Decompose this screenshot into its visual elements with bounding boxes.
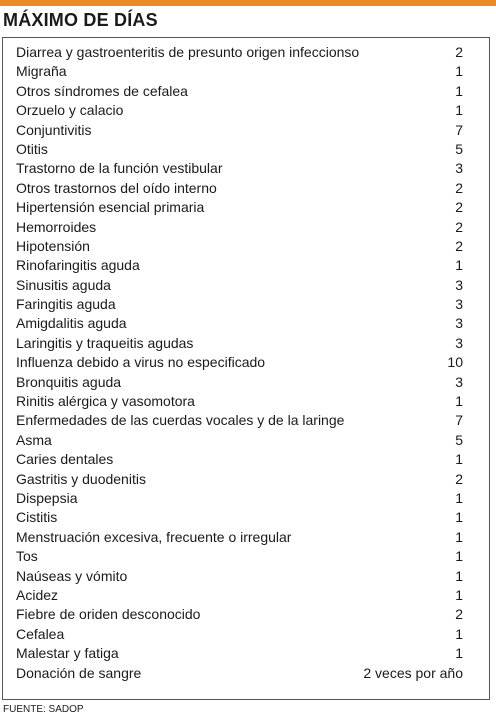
- condition-label: Faringitis aguda: [16, 296, 116, 313]
- max-days-value: 2: [455, 237, 463, 254]
- table-row: [3, 295, 489, 314]
- max-days-value: 7: [455, 121, 463, 138]
- table-row: [3, 431, 489, 450]
- max-days-value: 7: [455, 412, 463, 429]
- condition-label: Asma: [16, 431, 52, 448]
- accent-bar: [0, 0, 496, 6]
- table-rows: [3, 43, 489, 683]
- condition-label: Diarrea y gastroenteritis de presunto origen infeccionso: [16, 44, 360, 60]
- condition-label: Cistitis: [16, 509, 58, 526]
- table-row: [3, 218, 489, 237]
- condition-label: Influenza debido a virus no especificado: [16, 354, 266, 371]
- max-days-value: 3: [455, 160, 463, 177]
- condition-label: Enfermedades de las cuerdas vocales y de la laringe: [16, 412, 345, 429]
- condition-label: Hemorroides: [16, 218, 97, 235]
- data-table: [2, 37, 490, 700]
- condition-label: Otitis: [16, 140, 48, 157]
- table-row: [3, 179, 489, 198]
- table-row: [3, 256, 489, 275]
- page-title: MÁXIMO DE DÍAS: [3, 10, 158, 30]
- max-days-value: 3: [455, 315, 463, 332]
- table-row: [3, 140, 489, 159]
- table-row: [3, 334, 489, 353]
- table-row: [3, 411, 489, 430]
- max-days-value: 10: [447, 354, 463, 371]
- table-row: [3, 586, 489, 605]
- max-days-value: 1: [455, 393, 463, 410]
- table-row: [3, 508, 489, 527]
- max-days-value: 2: [455, 218, 463, 235]
- max-days-value: 1: [455, 82, 463, 99]
- max-days-value: 1: [455, 63, 463, 80]
- table-row: [3, 159, 489, 178]
- table-row: [3, 625, 489, 644]
- max-days-value: 1: [455, 586, 463, 603]
- condition-label: Hipotensión: [16, 237, 90, 254]
- max-days-value: 1: [455, 509, 463, 526]
- table-row: [3, 567, 489, 586]
- max-days-value: 3: [455, 373, 463, 390]
- condition-label: Gastritis y duodenitis: [16, 470, 146, 487]
- table-row: [3, 237, 489, 256]
- condition-label: Laringitis y traqueitis agudas: [16, 334, 194, 351]
- condition-label: Naúseas y vómito: [16, 567, 128, 584]
- max-days-value: 2: [455, 44, 463, 60]
- table-row: [3, 605, 489, 624]
- max-days-value: 2: [455, 606, 463, 623]
- table-row: [3, 392, 489, 411]
- table-row: [3, 450, 489, 469]
- table-row: [3, 489, 489, 508]
- max-days-value: 1: [455, 548, 463, 565]
- condition-label: Hipertensión esencial primaria: [16, 199, 205, 216]
- max-days-value: 1: [455, 102, 463, 119]
- max-days-value: 1: [455, 645, 463, 662]
- max-days-value: 1: [455, 625, 463, 642]
- max-days-value: 1: [455, 567, 463, 584]
- condition-label: Dispepsia: [16, 489, 78, 506]
- max-days-value: 2: [455, 199, 463, 216]
- table-row: [3, 276, 489, 295]
- condition-label: Rinofaringitis aguda: [16, 257, 140, 274]
- condition-label: Fiebre de oriden desconocido: [16, 606, 201, 623]
- table-row: [3, 314, 489, 333]
- condition-label: Amigdalitis aguda: [16, 315, 127, 332]
- condition-label: Donación de sangre: [16, 664, 142, 681]
- table-row: [3, 664, 489, 683]
- max-days-value: 2: [455, 179, 463, 196]
- table-row: [3, 353, 489, 372]
- table-row: [3, 62, 489, 81]
- condition-label: Acidez: [16, 586, 59, 603]
- condition-label: Sinusitis aguda: [16, 276, 111, 293]
- condition-label: Rinitis alérgica y vasomotora: [16, 393, 195, 410]
- condition-label: Caries dentales: [16, 451, 114, 468]
- condition-label: Bronquitis aguda: [16, 373, 122, 390]
- condition-label: Orzuelo y calacio: [16, 102, 124, 119]
- table-row: [3, 43, 489, 62]
- condition-label: Migraña: [16, 63, 67, 80]
- table-row: [3, 528, 489, 547]
- max-days-value: 2: [455, 470, 463, 487]
- max-days-value: 3: [455, 334, 463, 351]
- max-days-value: 5: [455, 431, 463, 448]
- table-row: [3, 198, 489, 217]
- max-days-value: 2 veces por año: [363, 664, 463, 681]
- table-row: [3, 121, 489, 140]
- condition-label: Otros síndromes de cefalea: [16, 82, 188, 99]
- max-days-value: 1: [455, 257, 463, 274]
- table-row: [3, 101, 489, 120]
- table-row: [3, 373, 489, 392]
- condition-label: Menstruación excesiva, frecuente o irregular: [16, 528, 292, 545]
- max-days-value: 3: [455, 296, 463, 313]
- condition-label: Cefalea: [16, 625, 65, 642]
- max-days-value: 1: [455, 528, 463, 545]
- table-row: [3, 82, 489, 101]
- max-days-value: 5: [455, 140, 463, 157]
- condition-label: Malestar y fatiga: [16, 645, 119, 662]
- max-days-value: 1: [455, 451, 463, 468]
- max-days-value: 1: [455, 489, 463, 506]
- table-row: [3, 644, 489, 663]
- condition-label: Tos: [16, 548, 38, 565]
- table-row: [3, 547, 489, 566]
- table-row: [3, 470, 489, 489]
- condition-label: Conjuntivitis: [16, 121, 92, 138]
- condition-label: Trastorno de la función vestibular: [16, 160, 223, 177]
- source-note: FUENTE: SADOP: [3, 704, 84, 715]
- condition-label: Otros trastornos del oído interno: [16, 179, 217, 196]
- max-days-value: 3: [455, 276, 463, 293]
